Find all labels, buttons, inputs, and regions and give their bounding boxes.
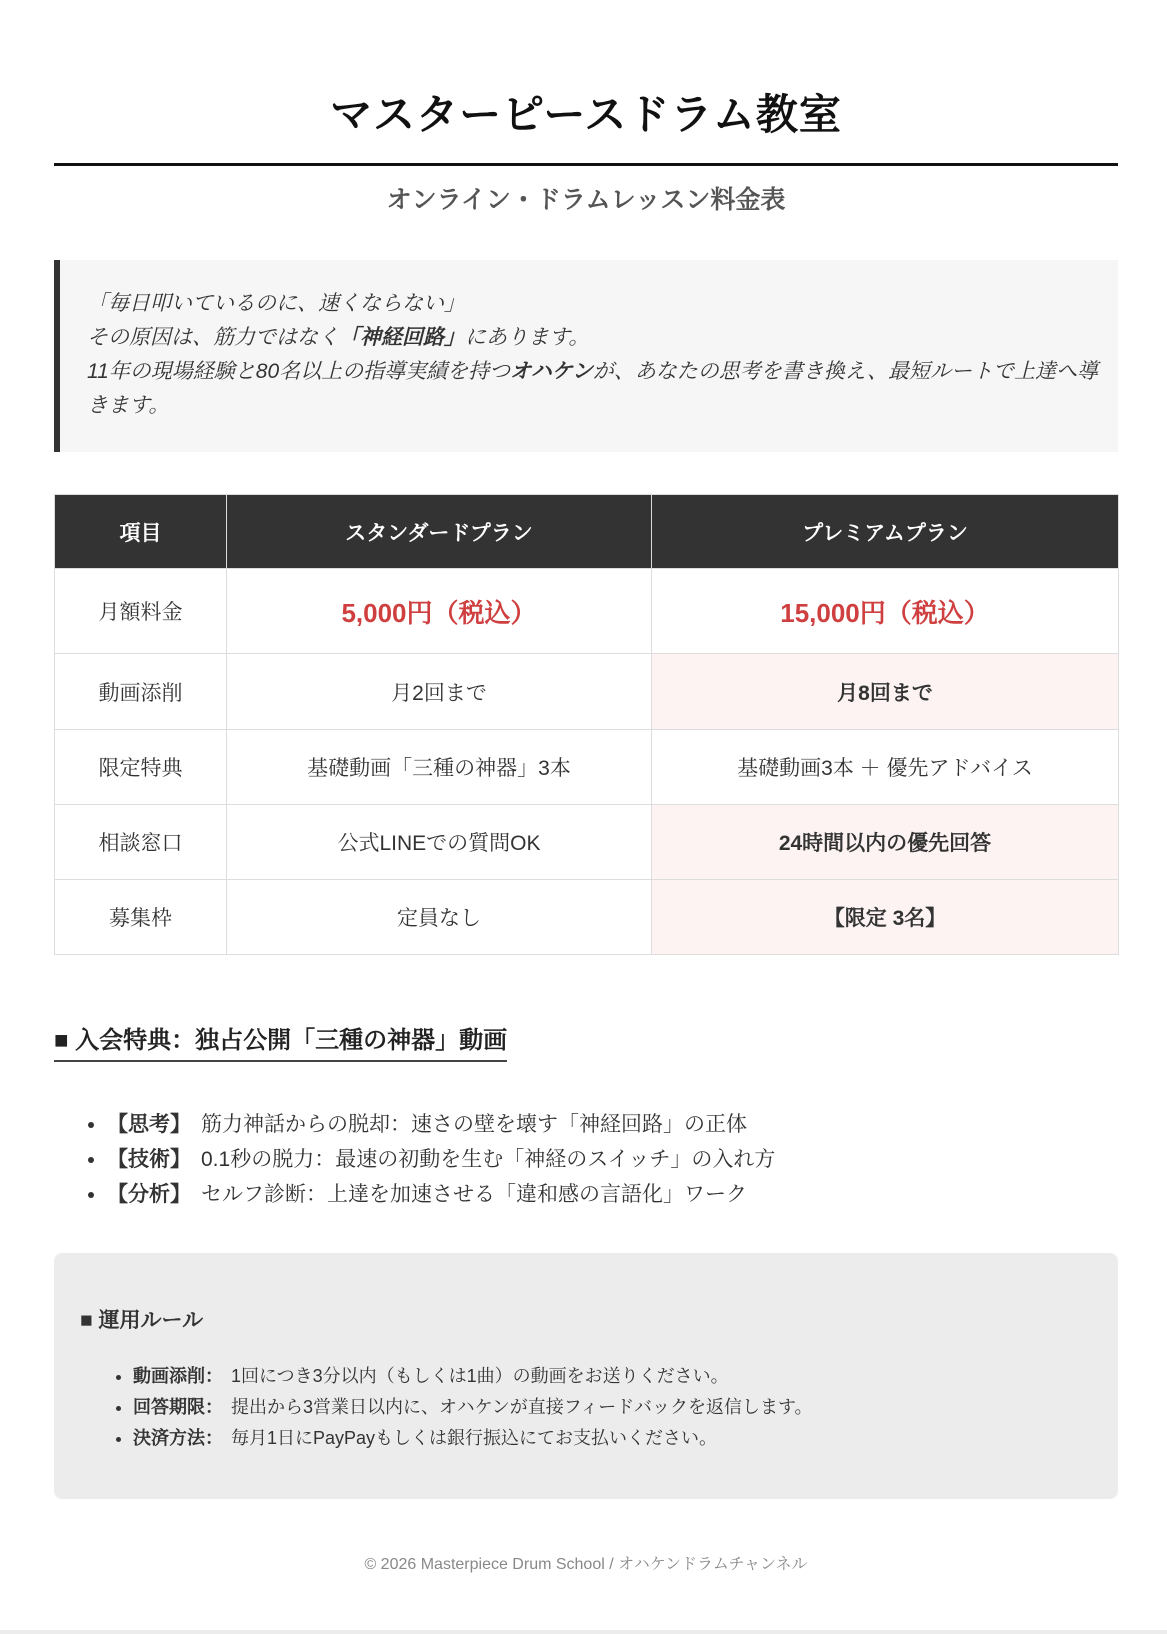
rule-label: 回答期限： <box>133 1397 223 1417</box>
row-label: 募集枠 <box>55 880 227 955</box>
rule-label: 決済方法： <box>133 1428 223 1448</box>
footer-copyright: © 2026 Masterpiece Drum School / オハケンドラムチャンネル <box>364 1556 808 1573</box>
intro-emphasis-instructor: オハケン <box>510 360 593 383</box>
standard-price: 5,000円（税込） <box>227 569 652 654</box>
benefit-text: 筋力神話からの脱却：速さの壁を壊す「神経回路」の正体 <box>201 1113 747 1136</box>
row-label: 動画添削 <box>55 654 227 730</box>
benefit-tag: 【技術】 <box>107 1148 191 1171</box>
table-row-video-review <box>55 654 1119 730</box>
intro-emphasis-neural-circuit: 「神経回路」 <box>339 326 465 349</box>
page-bottom-edge <box>0 1630 1167 1634</box>
price-list-document <box>54 0 1118 1577</box>
page-subtitle: オンライン・ドラムレッスン料金表 <box>386 186 786 214</box>
title-divider <box>54 163 1118 166</box>
list-item <box>133 1361 1092 1392</box>
table-row-capacity <box>55 880 1119 955</box>
intro-line-2-before: その原因は、筋力ではなく <box>87 326 339 349</box>
benefit-tag: 【思考】 <box>107 1113 191 1136</box>
rules-box <box>54 1253 1118 1499</box>
rule-text: 提出から3営業日以内に、オハケンが直接フィードバックを返信します。 <box>231 1397 813 1417</box>
table-row-limited-bonus <box>55 730 1119 805</box>
rule-text: 毎月1日にPayPayもしくは銀行振込にてお支払いください。 <box>231 1428 718 1448</box>
table-header-row <box>55 495 1119 569</box>
intro-line-1: 「毎日叩いているのに、速くならない」 <box>87 292 465 315</box>
list-item <box>107 1142 1118 1177</box>
list-item <box>133 1423 1092 1454</box>
intro-line-2-after: にあります。 <box>465 326 590 349</box>
premium-cell: 基礎動画3本 ＋ 優先アドバイス <box>652 730 1119 805</box>
intro-line-3-after: が、あなたの思考を書き換え、最短ルートで上達へ導きます。 <box>87 360 1098 417</box>
list-item <box>133 1392 1092 1423</box>
benefit-tag: 【分析】 <box>107 1183 191 1206</box>
rule-text: 1回につき3分以内（もしくは1曲）の動画をお送りください。 <box>231 1366 729 1386</box>
rule-label: 動画添削： <box>133 1366 223 1386</box>
rules-heading: ■ 運用ルール <box>80 1309 204 1332</box>
row-label: 月額料金 <box>55 569 227 654</box>
standard-cell: 公式LINEでの質問OK <box>227 805 652 880</box>
page-title: マスターピースドラム教室 <box>330 91 842 138</box>
column-header-item: 項目 <box>55 495 227 569</box>
rules-list <box>80 1361 1092 1454</box>
list-item <box>107 1177 1118 1212</box>
premium-cell-highlighted: 24時間以内の優先回答 <box>652 805 1119 880</box>
benefit-text: セルフ診断：上達を加速させる「違和感の言語化」ワーク <box>201 1183 747 1206</box>
column-header-premium-plan: プレミアムプラン <box>652 495 1119 569</box>
intro-quote <box>54 260 1118 452</box>
standard-cell: 基礎動画「三種の神器」3本 <box>227 730 652 805</box>
premium-price: 15,000円（税込） <box>652 569 1119 654</box>
benefit-text: 0.1秒の脱力：最速の初動を生む「神経のスイッチ」の入れ方 <box>201 1148 776 1171</box>
row-label: 限定特典 <box>55 730 227 805</box>
benefits-heading: ■ 入会特典：独占公開「三種の神器」動画 <box>54 1024 507 1062</box>
table-row-monthly-fee <box>55 569 1119 654</box>
list-item <box>107 1107 1118 1142</box>
intro-line-2 <box>87 321 1100 355</box>
standard-cell: 月2回まで <box>227 654 652 730</box>
table-row-support-channel <box>55 805 1119 880</box>
benefits-heading-wrapper <box>54 1024 1118 1062</box>
standard-cell: 定員なし <box>227 880 652 955</box>
benefits-list <box>54 1107 1118 1212</box>
pricing-table <box>54 494 1119 955</box>
row-label: 相談窓口 <box>55 805 227 880</box>
intro-line-3 <box>87 355 1100 423</box>
premium-cell-highlighted: 【限定 3名】 <box>652 880 1119 955</box>
column-header-standard-plan: スタンダードプラン <box>227 495 652 569</box>
intro-line-3-before: 11年の現場経験と80名以上の指導実績を持つ <box>87 360 511 383</box>
premium-cell-highlighted: 月8回まで <box>652 654 1119 730</box>
